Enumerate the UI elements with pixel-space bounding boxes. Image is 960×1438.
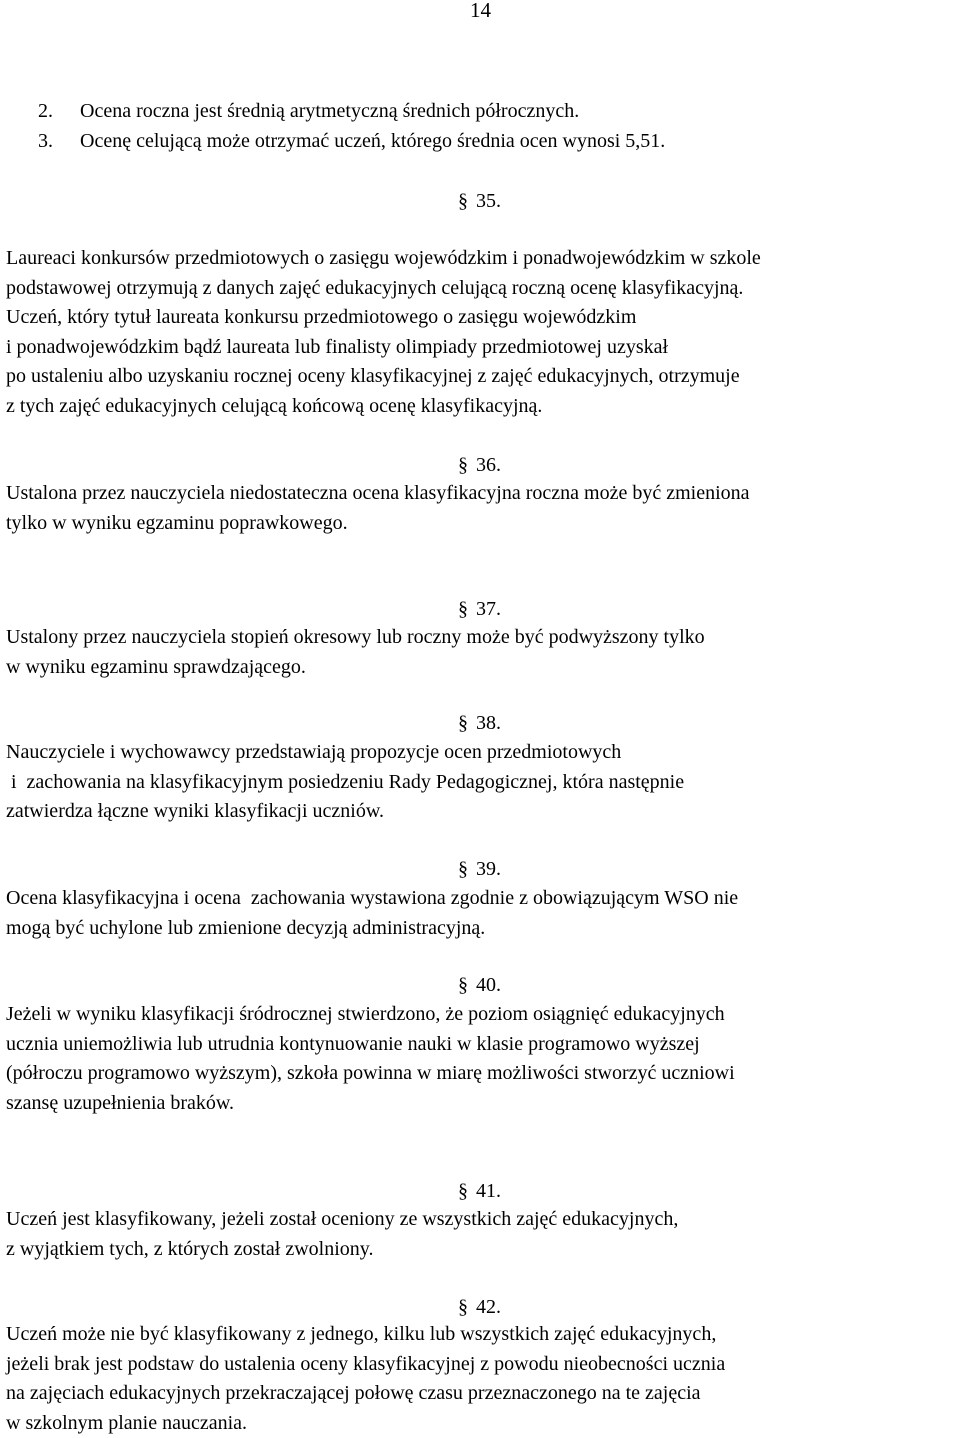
section-sign: § [458,1296,468,1318]
section-number: 38. [476,712,501,734]
section-number: 35. [476,190,501,212]
section-number: 37. [476,598,501,620]
text-line: Ustalony przez nauczyciela stopień okresowy lub roczny może być podwyższony tylko [6,626,705,648]
list-item-number: 3. [38,130,53,152]
section-sign: § [458,974,468,996]
section-number: 40. [476,974,501,996]
text-line: Laureaci konkursów przedmiotowych o zasięgu wojewódzkim i ponadwojewódzkim w szkole [6,247,761,269]
text-line: Uczeń może nie być klasyfikowany z jednego, kilku lub wszystkich zajęć edukacyjnych, [6,1323,717,1345]
section-heading-40 [458,970,501,1000]
text-line: Nauczyciele i wychowawcy przedstawiają propozycje ocen przedmiotowych [6,741,622,763]
section-number: 41. [476,1180,501,1202]
text-line: i ponadwojewódzkim bądź laureata lub finalisty olimpiady przedmiotowej uzyskał [6,335,669,358]
section-body-39 [6,884,960,943]
section-heading-38 [458,708,501,738]
list-item-text: Ocena roczna jest średnią arytmetyczną średnich półrocznych. [80,100,580,122]
section-number: 39. [476,858,501,880]
section-sign: § [458,454,468,476]
section-body-40 [6,1000,960,1118]
text-line: z tych zajęć edukacyjnych celującą końcową ocenę klasyfikacyjną. [6,394,543,417]
text-line: szansę uzupełnienia braków. [6,1091,235,1114]
section-heading-36 [458,450,501,480]
text-line: Ocena klasyfikacyjna i ocena zachowania wystawiona zgodnie z obowiązującym WSO nie [6,887,739,909]
section-heading-35 [458,186,501,216]
section-sign: § [458,598,468,620]
section-body-38 [6,738,960,827]
text-line: z wyjątkiem tych, z których został zwolniony. [6,1237,374,1260]
section-sign: § [458,858,468,880]
text-line: w szkolnym planie nauczania. [6,1411,248,1434]
list-item-text: Ocenę celującą może otrzymać uczeń, którego średnia ocen wynosi 5,51. [80,130,666,152]
text-line: jeżeli brak jest podstaw do ustalenia oceny klasyfikacyjnej z powodu nieobecności ucznia [6,1352,726,1375]
section-body-36 [6,479,960,538]
section-body-42 [6,1320,960,1438]
section-body-41 [6,1205,960,1264]
text-line: na zajęciach edukacyjnych przekraczającej połowę czasu przeznaczonego na te zajęcia [6,1382,701,1405]
text-line: i zachowania na klasyfikacyjnym posiedzeniu Rady Pedagogicznej, która następnie [6,770,685,793]
list-item [38,126,665,156]
text-line: podstawowej otrzymują z danych zajęć edukacyjnych celującą roczną ocenę klasyfikacyjną. [6,276,744,299]
section-body-37 [6,623,960,682]
section-heading-41 [458,1176,501,1206]
text-line: Ustalona przez nauczyciela niedostateczna ocena klasyfikacyjna roczna może być zmieniona [6,482,750,504]
text-line: Jeżeli w wyniku klasyfikacji śródrocznej stwierdzono, że poziom osiągnięć edukacyjnych [6,1003,725,1025]
section-body-35 [6,244,960,422]
section-sign: § [458,190,468,212]
section-heading-42 [458,1292,501,1322]
text-line: (półroczu programowo wyższym), szkoła powinna w miarę możliwości stworzyć uczniowi [6,1062,735,1085]
text-line: w wyniku egzaminu sprawdzającego. [6,655,306,678]
text-line: tylko w wyniku egzaminu poprawkowego. [6,511,348,534]
section-number: 36. [476,454,501,476]
page-number: 14 [470,0,491,22]
list-item-number: 2. [38,100,53,122]
section-sign: § [458,712,468,734]
section-heading-39 [458,854,501,884]
section-sign: § [458,1180,468,1202]
text-line: Uczeń jest klasyfikowany, jeżeli został oceniony ze wszystkich zajęć edukacyjnych, [6,1208,679,1230]
list-item [38,96,579,126]
text-line: po ustaleniu albo uzyskaniu rocznej oceny klasyfikacyjnej z zajęć edukacyjnych, otrzymuje [6,365,740,388]
section-heading-37 [458,594,501,624]
section-number: 42. [476,1296,501,1318]
text-line: mogą być uchylone lub zmienione decyzją administracyjną. [6,916,486,939]
text-line: ucznia uniemożliwia lub utrudnia kontynuowanie nauki w klasie programowo wyższej [6,1032,700,1055]
text-line: Uczeń, który tytuł laureata konkursu przedmiotowego o zasięgu wojewódzkim [6,306,637,329]
text-line: zatwierdza łączne wyniki klasyfikacji uczniów. [6,800,384,823]
